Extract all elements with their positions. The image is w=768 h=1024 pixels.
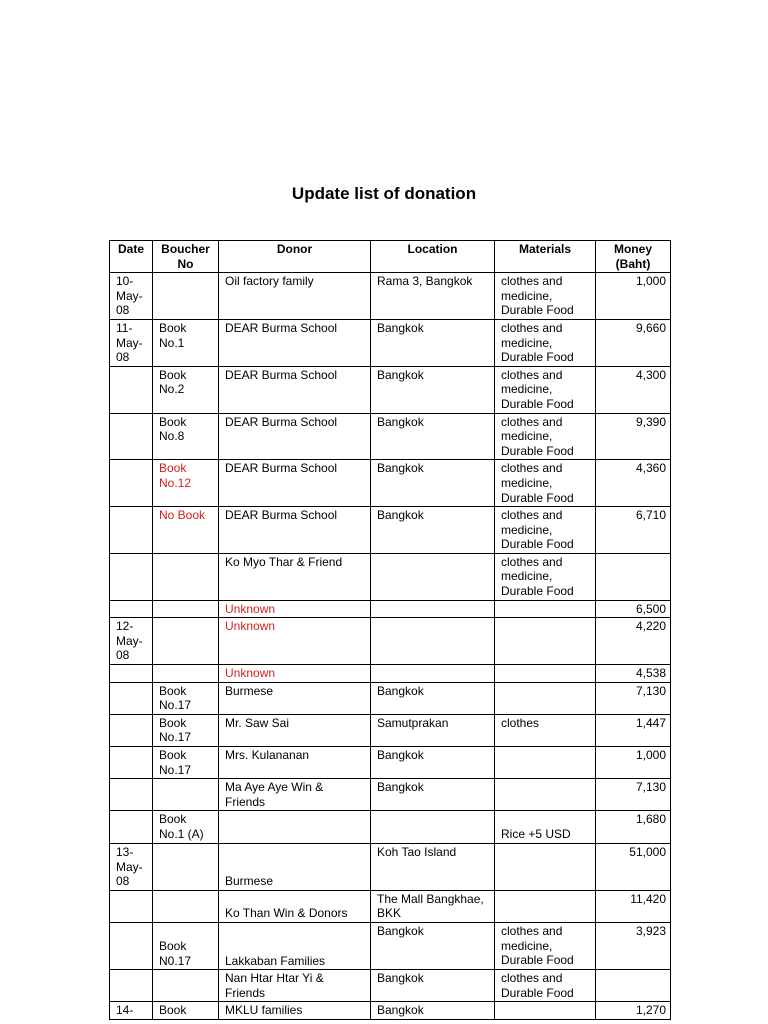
cell-date (110, 922, 153, 969)
cell-donor: DEAR Burma School (219, 460, 371, 507)
cell-date: 11-May-08 (110, 319, 153, 366)
cell-boucher: Book No.1 (153, 319, 219, 366)
cell-donor: DEAR Burma School (219, 366, 371, 413)
cell-location: Bangkok (371, 970, 495, 1002)
cell-location: Bangkok (371, 507, 495, 554)
cell-money: 9,390 (596, 413, 671, 460)
header-materials: Materials (495, 241, 596, 273)
cell-date (110, 366, 153, 413)
cell-money: 6,710 (596, 507, 671, 554)
cell-money: 1,447 (596, 714, 671, 746)
table-row (110, 682, 671, 714)
cell-money: 4,360 (596, 460, 671, 507)
cell-materials (495, 890, 596, 922)
cell-money: 4,300 (596, 366, 671, 413)
cell-donor: MKLU families (219, 1002, 371, 1020)
table-row (110, 1002, 671, 1020)
cell-boucher: Book No.8 (153, 413, 219, 460)
cell-boucher: No Book (153, 507, 219, 554)
cell-materials: clothes and medicine, Durable Food (495, 319, 596, 366)
cell-donor: DEAR Burma School (219, 319, 371, 366)
cell-money: 7,130 (596, 779, 671, 811)
cell-materials: clothes and Durable Food (495, 970, 596, 1002)
cell-date (110, 811, 153, 844)
cell-donor: Unknown (219, 600, 371, 618)
cell-boucher (153, 553, 219, 600)
cell-donor: Oil factory family (219, 273, 371, 320)
cell-money: 6,500 (596, 600, 671, 618)
cell-location: Bangkok (371, 319, 495, 366)
cell-money: 4,220 (596, 618, 671, 665)
cell-date (110, 779, 153, 811)
cell-money (596, 553, 671, 600)
cell-date (110, 665, 153, 683)
cell-materials: clothes and medicine, Durable Food (495, 460, 596, 507)
cell-date (110, 413, 153, 460)
cell-boucher (153, 600, 219, 618)
table-row (110, 843, 671, 890)
cell-location: Bangkok (371, 413, 495, 460)
cell-location (371, 618, 495, 665)
cell-boucher: Book No.17 (153, 714, 219, 746)
cell-materials (495, 843, 596, 890)
table-header-row (110, 241, 671, 273)
cell-date: 13-May-08 (110, 843, 153, 890)
cell-boucher (153, 843, 219, 890)
table-row (110, 811, 671, 844)
cell-date (110, 890, 153, 922)
cell-date (110, 460, 153, 507)
cell-donor: Mr. Saw Sai (219, 714, 371, 746)
cell-boucher: Book No.12 (153, 460, 219, 507)
cell-money: 1,000 (596, 273, 671, 320)
cell-date (110, 553, 153, 600)
page-title: Update list of donation (291, 184, 477, 203)
cell-boucher (153, 890, 219, 922)
cell-boucher: Book No.17 (153, 747, 219, 779)
cell-location: Bangkok (371, 779, 495, 811)
header-date: Date (110, 241, 153, 273)
cell-donor: Mrs. Kulananan (219, 747, 371, 779)
cell-location: The Mall Bangkhae, BKK (371, 890, 495, 922)
cell-boucher (153, 273, 219, 320)
cell-boucher: Book No.2 (153, 366, 219, 413)
cell-materials (495, 779, 596, 811)
cell-donor: Unknown (219, 618, 371, 665)
cell-money: 4,538 (596, 665, 671, 683)
cell-boucher (153, 665, 219, 683)
cell-materials (495, 665, 596, 683)
cell-date (110, 970, 153, 1002)
table-row (110, 890, 671, 922)
cell-location: Bangkok (371, 366, 495, 413)
cell-materials: clothes and medicine, Durable Food (495, 273, 596, 320)
cell-materials (495, 600, 596, 618)
cell-date (110, 747, 153, 779)
cell-location (371, 665, 495, 683)
cell-donor: Ko Than Win & Donors (219, 890, 371, 922)
cell-materials: clothes and medicine, Durable Food (495, 366, 596, 413)
cell-donor: Burmese (219, 682, 371, 714)
cell-boucher: Book N0.17 (153, 922, 219, 969)
table-row (110, 747, 671, 779)
cell-donor: Unknown (219, 665, 371, 683)
table-row (110, 273, 671, 320)
cell-boucher (153, 779, 219, 811)
cell-materials (495, 682, 596, 714)
header-boucher-no: Boucher No (153, 241, 219, 273)
cell-money: 1,680 (596, 811, 671, 844)
cell-materials: clothes (495, 714, 596, 746)
table-row (110, 922, 671, 969)
cell-money: 1,270 (596, 1002, 671, 1020)
cell-date: 14- (110, 1002, 153, 1020)
table-row (110, 665, 671, 683)
cell-date (110, 682, 153, 714)
table-row (110, 714, 671, 746)
cell-money: 11,420 (596, 890, 671, 922)
table-row (110, 507, 671, 554)
cell-boucher: Book No.1 (A) (153, 811, 219, 844)
table-row (110, 970, 671, 1002)
cell-location: Samutprakan (371, 714, 495, 746)
cell-materials (495, 618, 596, 665)
cell-location: Koh Tao Island (371, 843, 495, 890)
cell-materials (495, 1002, 596, 1020)
cell-money: 9,660 (596, 319, 671, 366)
cell-date (110, 507, 153, 554)
cell-money: 3,923 (596, 922, 671, 969)
cell-money: 7,130 (596, 682, 671, 714)
cell-location (371, 811, 495, 844)
cell-materials: clothes and medicine, Durable Food (495, 553, 596, 600)
cell-donor: Burmese (219, 843, 371, 890)
cell-money (596, 970, 671, 1002)
cell-money: 1,000 (596, 747, 671, 779)
table-row (110, 366, 671, 413)
cell-location: Bangkok (371, 682, 495, 714)
table-row (110, 460, 671, 507)
table-row (110, 618, 671, 665)
cell-donor (219, 811, 371, 844)
cell-money: 51,000 (596, 843, 671, 890)
cell-location (371, 600, 495, 618)
table-row (110, 413, 671, 460)
cell-donor: DEAR Burma School (219, 413, 371, 460)
header-money: Money (Baht) (596, 241, 671, 273)
cell-materials: Rice +5 USD (495, 811, 596, 844)
cell-boucher: Book (153, 1002, 219, 1020)
cell-location: Bangkok (371, 922, 495, 969)
cell-location (371, 553, 495, 600)
table-row (110, 600, 671, 618)
cell-materials: clothes and medicine, Durable Food (495, 413, 596, 460)
cell-donor: Lakkaban Families (219, 922, 371, 969)
cell-boucher: Book No.17 (153, 682, 219, 714)
cell-date (110, 714, 153, 746)
cell-donor: Ma Aye Aye Win & Friends (219, 779, 371, 811)
cell-donor: Ko Myo Thar & Friend (219, 553, 371, 600)
cell-date: 12-May-08 (110, 618, 153, 665)
cell-boucher (153, 618, 219, 665)
cell-date: 10-May-08 (110, 273, 153, 320)
table-row (110, 319, 671, 366)
cell-boucher (153, 970, 219, 1002)
header-donor: Donor (219, 241, 371, 273)
table-row (110, 779, 671, 811)
cell-materials (495, 747, 596, 779)
cell-location: Bangkok (371, 460, 495, 507)
cell-location: Bangkok (371, 1002, 495, 1020)
cell-materials: clothes and medicine, Durable Food (495, 507, 596, 554)
cell-location: Bangkok (371, 747, 495, 779)
table-row (110, 553, 671, 600)
cell-donor: DEAR Burma School (219, 507, 371, 554)
cell-location: Rama 3, Bangkok (371, 273, 495, 320)
cell-date (110, 600, 153, 618)
cell-materials: clothes and medicine, Durable Food (495, 922, 596, 969)
donation-table (109, 240, 671, 1020)
header-location: Location (371, 241, 495, 273)
cell-donor: Nan Htar Htar Yi & Friends (219, 970, 371, 1002)
